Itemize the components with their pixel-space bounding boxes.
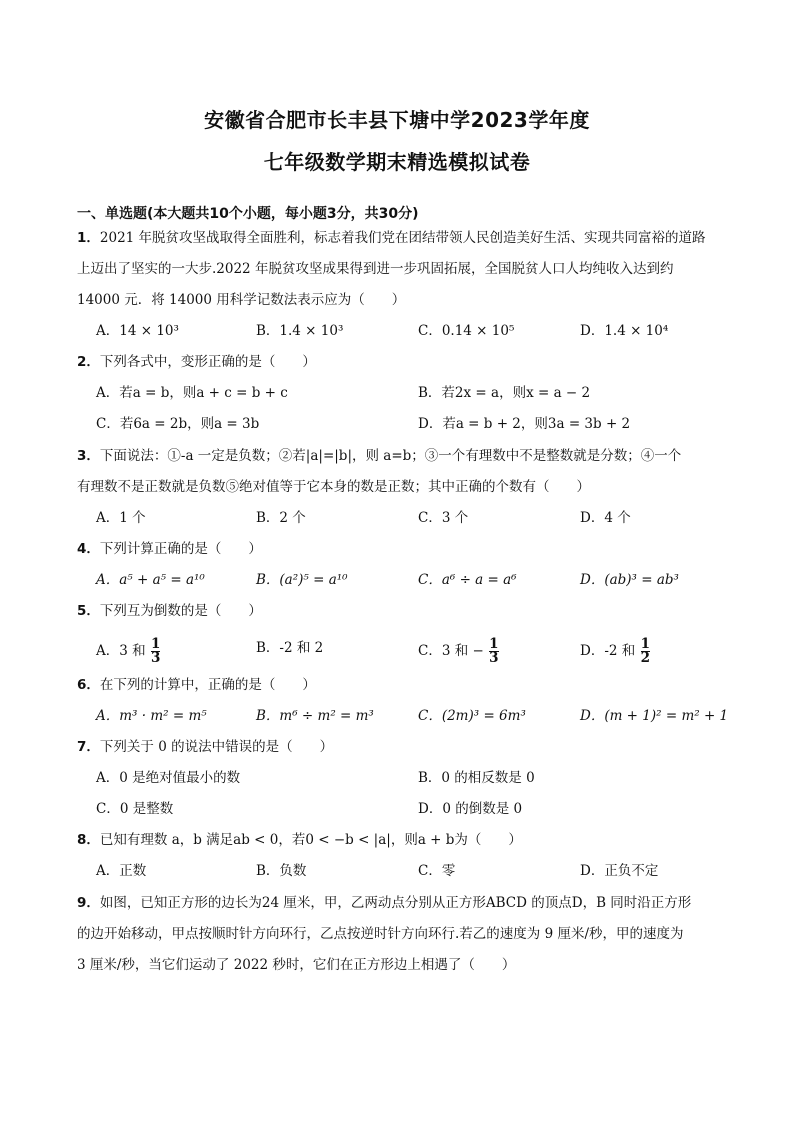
- question-9-line-2: 的边开始移动，甲点按顺时针方向环行，乙点按逆时针方向环行.若乙的速度为 9 厘米/秒，甲的速度为: [77, 926, 684, 942]
- fraction-denominator: 3: [489, 650, 499, 666]
- question-text: 在下列的计算中，正确的是（ ）: [99, 677, 316, 693]
- fraction-denominator: 2: [640, 650, 650, 666]
- question-text: 下列计算正确的是（ ）: [99, 541, 262, 557]
- question-1-line-1: [77, 228, 757, 248]
- section-heading: 一、单选题(本大题共10个小题，每小题3分，共30分): [77, 206, 419, 222]
- option-text: C．3 和 −: [418, 643, 484, 659]
- question-9-line-3: 3 厘米/秒，当它们运动了 2022 秒时，它们在正方形边上相遇了（ ）: [77, 957, 516, 973]
- fraction: [489, 638, 498, 665]
- question-text: 2021 年脱贫攻坚战取得全面胜利，标志着我们党在团结带领人民创造美好生活、实现共同富裕的道路: [99, 230, 706, 246]
- q5-option-a: [96, 638, 160, 665]
- q4-option-a: A．a⁵ + a⁵ = a¹⁰: [96, 572, 205, 588]
- question-5-line-1: [77, 601, 757, 621]
- q1-option-d: D．1.4 × 10⁴: [580, 323, 669, 339]
- q2-option-b: B．若2x = a，则x = a − 2: [418, 385, 591, 401]
- question-9-line-1: [77, 893, 757, 913]
- fraction: [641, 638, 650, 665]
- q8-option-c: C．零: [418, 863, 456, 879]
- q1-option-c: C．0.14 × 10⁵: [418, 323, 515, 339]
- question-text: 下列互为倒数的是（ ）: [99, 603, 262, 619]
- question-number: 8．: [77, 832, 100, 848]
- q5-option-d: [580, 638, 650, 665]
- q6-option-a: A．m³ · m² = m⁵: [96, 708, 207, 724]
- question-text: 如图，已知正方形的边长为24 厘米，甲，乙两动点分别从正方形ABCD 的顶点D，B 同时沿正方形: [99, 895, 692, 911]
- fraction: [151, 638, 160, 665]
- question-text: 下列关于 0 的说法中错误的是（ ）: [99, 739, 334, 755]
- fraction-numerator: 1: [150, 636, 161, 652]
- q6-option-d: D．(m + 1)² = m² + 1: [580, 708, 729, 724]
- question-6-line-1: [77, 675, 757, 695]
- q8-option-a: A．正数: [96, 863, 147, 879]
- question-number: 5．: [77, 603, 100, 619]
- question-number: 2．: [77, 354, 100, 370]
- question-2-line-1: [77, 352, 757, 372]
- q3-option-a: A．1 个: [96, 510, 146, 526]
- question-text: 下列各式中，变形正确的是（ ）: [99, 354, 316, 370]
- question-1-line-2: 上迈出了坚实的一大步.2022 年脱贫攻坚成果得到进一步巩固拓展，全国脱贫人口人均纯收入达到约: [77, 261, 674, 277]
- q7-option-d: D．0 的倒数是 0: [418, 801, 523, 817]
- question-3-line-1: [77, 446, 757, 466]
- q4-option-c: C．a⁶ ÷ a = a⁶: [418, 572, 517, 588]
- q5-option-c: [418, 638, 499, 665]
- question-8-line-1: [77, 830, 757, 850]
- question-4-line-1: [77, 539, 757, 559]
- exam-title-line1: 安徽省合肥市长丰县下塘中学2023学年度: [204, 108, 590, 132]
- question-text: 下面说法：①-a 一定是负数；②若|a|=|b|，则 a=b；③一个有理数中不是整数就是分数；④一个: [99, 448, 682, 464]
- option-text: A．3 和: [96, 643, 146, 659]
- q2-option-a: A．若a = b，则a + c = b + c: [96, 385, 288, 401]
- fraction-denominator: 3: [150, 650, 161, 666]
- q3-option-b: B．2 个: [256, 510, 306, 526]
- question-number: 3．: [77, 448, 100, 464]
- q1-option-a: A．14 × 10³: [96, 323, 179, 339]
- fraction-numerator: 1: [489, 636, 499, 652]
- question-text: 已知有理数 a，b 满足ab < 0，若0 < −b < |a|，则a + b为（ ）: [99, 832, 522, 848]
- q7-option-b: B．0 的相反数是 0: [418, 770, 535, 786]
- q8-option-b: B．负数: [256, 863, 307, 879]
- question-7-line-1: [77, 737, 757, 757]
- q2-option-d: D．若a = b + 2，则3a = 3b + 2: [418, 416, 631, 432]
- q5-option-b: B．-2 和 2: [256, 640, 324, 656]
- question-number: 9．: [77, 895, 100, 911]
- q1-option-b: B．1.4 × 10³: [256, 323, 344, 339]
- question-3-line-2: 有理数不是正数就是负数⑤绝对值等于它本身的数是正数；其中正确的个数有（ ）: [77, 479, 590, 495]
- q8-option-d: D．正负不定: [580, 863, 659, 879]
- q6-option-b: B．m⁶ ÷ m² = m³: [256, 708, 374, 724]
- option-text: D．-2 和: [580, 643, 636, 659]
- q3-option-c: C．3 个: [418, 510, 469, 526]
- exam-title-line2: 七年级数学期末精选模拟试卷: [263, 150, 531, 174]
- q4-option-d: D．(ab)³ = ab³: [580, 572, 679, 588]
- q6-option-c: C．(2m)³ = 6m³: [418, 708, 526, 724]
- q4-option-b: B．(a²)⁵ = a¹⁰: [256, 572, 348, 588]
- q2-option-c: C．若6a = 2b，则a = 3b: [96, 416, 260, 432]
- question-number: 6．: [77, 677, 100, 693]
- question-number: 4．: [77, 541, 100, 557]
- question-number: 1．: [77, 230, 100, 246]
- fraction-numerator: 1: [640, 636, 650, 652]
- question-1-line-3: 14000 元．将 14000 用科学记数法表示应为（ ）: [77, 292, 406, 308]
- q7-option-a: A．0 是绝对值最小的数: [96, 770, 241, 786]
- question-number: 7．: [77, 739, 100, 755]
- q7-option-c: C．0 是整数: [96, 801, 174, 817]
- q3-option-d: D．4 个: [580, 510, 631, 526]
